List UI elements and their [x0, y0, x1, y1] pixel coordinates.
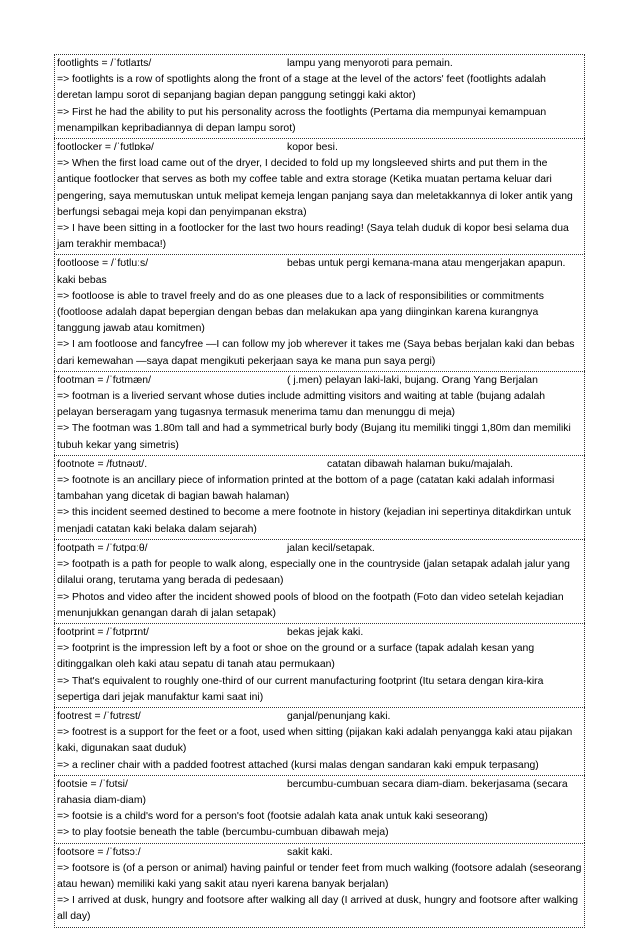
- entry-example: => I have been sitting in a footlocker for the last two hours reading! (Saya telah duduk di kopor besi selama dua jam terakhir membaca!): [57, 223, 569, 251]
- entry-head: [57, 845, 582, 861]
- dictionary-document: [54, 54, 585, 928]
- entry-footpath: [54, 539, 585, 623]
- entry-definition: => footpath is a path for people to walk along, especially one in the countryside (jalan setapak adalah jalur yang dilalui orang, terutama yang berada di pedesaan): [57, 559, 570, 587]
- entry-translation: catatan dibawah halaman buku/majalah.: [327, 458, 514, 470]
- entry-footnote: [54, 455, 585, 539]
- entry-footrest: [54, 707, 585, 775]
- entry-head: [57, 709, 582, 725]
- entry-term: footsie = /ˈfʊtsi/: [57, 778, 128, 790]
- entry-head: [57, 256, 582, 288]
- entry-head: [57, 541, 582, 557]
- entry-head: [57, 373, 582, 389]
- entry-footprint: [54, 623, 585, 707]
- entry-term: footlights = /ˈfʊtlaɪts/: [57, 58, 152, 69]
- entry-term: footloose = /ˈfʊtluːs/: [57, 258, 149, 270]
- entry-translation: bercumbu-cumbuan secara diam-diam. bekerjasama (secara rahasia diam-diam): [57, 778, 568, 806]
- entry-translation: ( j.men) pelayan laki-laki, bujang. Orang Yang Berjalan: [287, 374, 538, 386]
- entry-term: footpath = /ˈfʊtpɑːθ/: [57, 542, 148, 554]
- entry-term: footrest = /ˈfʊtrɛst/: [57, 710, 141, 722]
- entry-definition: => footsore is (of a person or animal) having painful or tender feet from much walking (footsore adalah (seseorang atau hewan) memiliki kaki yang sakit atau nyeri karena banyak berjalan): [57, 862, 582, 890]
- entry-term: footprint = /ˈfʊtprɪnt/: [57, 626, 149, 638]
- entry-term: footnote = /fʊtnəʊt/.: [57, 458, 148, 470]
- entry-term: footsore = /ˈfʊtsɔː/: [57, 846, 141, 858]
- entry-example: => a recliner chair with a padded footrest attached (kursi malas dengan sandaran kaki empuk terpasang): [57, 759, 539, 771]
- entry-definition: => footlights is a row of spotlights along the front of a stage at the level of the actors' feet (footlights adalah deretan lampu sorot di sepanjang bagian depan panggung setinggi kaki aktor): [57, 74, 546, 102]
- entry-definition: => footrest is a support for the feet or a foot, used when sitting (pijakan kaki adalah penyangga kaki atau pijakan kaki, digunakan saat duduk): [57, 727, 573, 755]
- entry-example: => this incident seemed destined to become a mere footnote in history (kejadian ini sepertinya ditakdirkan untuk menjadi catatan kaki belaka dalam sejarah): [57, 507, 572, 535]
- entry-example: => Photos and video after the incident showed pools of blood on the footpath (Foto dan video setelah kejadian menunjukkan genangan darah di jalan setapak): [57, 591, 564, 619]
- entry-example: => That's equivalent to roughly one-third of our current manufacturing footprint (Itu setara dengan kira-kira sepertiga dari jejak manufaktur kami saat ini): [57, 675, 544, 703]
- entry-footlocker: [54, 138, 585, 254]
- entry-term: footlocker = /ˈfʊtlɒkə/: [57, 142, 154, 154]
- entry-example: => to play footsie beneath the table (bercumbu-cumbuan dibawah meja): [57, 827, 389, 839]
- entry-translation: jalan kecil/setapak.: [287, 542, 375, 554]
- entry-translation: kopor besi.: [287, 142, 338, 154]
- entry-footloose: [54, 254, 585, 370]
- entry-footsie: [54, 775, 585, 843]
- entry-term: footman = /ˈfʊtmæn/: [57, 374, 151, 386]
- entry-example: => First he had the ability to put his personality across the footlights (Pertama dia mempunyai kemampuan menampilkan kepribadiannya di depan lampu sorot): [57, 106, 547, 134]
- entry-head: [57, 625, 582, 641]
- entry-head: [57, 457, 582, 473]
- entry-definition: => footnote is an ancillary piece of information printed at the bottom of a page (catatan kaki adalah informasi tambahan yang dicetak di bagian bawah halaman): [57, 475, 555, 503]
- entry-head: [57, 777, 582, 809]
- entry-translation: lampu yang menyoroti para pemain.: [287, 58, 453, 69]
- entry-definition: => footsie is a child's word for a person's foot (footsie adalah kata anak untuk kaki seseorang): [57, 811, 488, 823]
- entry-head: [57, 140, 582, 156]
- entry-definition: => When the first load came out of the dryer, I decided to fold up my longsleeved shirts and put them in the antique footlocker that serves as both my coffee table and extra storage (Ketika muatan pertama keluar dari pengering, saya memutuskan untuk melipat kemeja lengan panjang saya dan meletakkannya di loker antik yang berfungsi sebagai meja kopi dan penyimpanan ekstra): [57, 158, 573, 218]
- entry-translation: sakit kaki.: [287, 846, 333, 858]
- entry-example: => I am footloose and fancyfree —I can follow my job wherever it takes me (Saya bebas berjalan kaki dan bebas dari kemewahan —saya dapat mengikuti pekerjaan saya ke mana pun saya pergi): [57, 339, 575, 367]
- entry-definition: => footloose is able to travel freely and do as one pleases due to a lack of responsibilities or commitments (footloose adalah dapat bepergian dengan bebas dan melakukan apa yang diinginkan karena kurangnya tanggung jawab atau komitmen): [57, 290, 544, 335]
- entry-translation: bebas untuk pergi kemana-mana atau mengerjakan apapun. kaki bebas: [57, 258, 566, 286]
- entry-definition: => footman is a liveried servant whose duties include admitting visitors and waiting at table (bujang adalah pelayan berseragam yang tugasnya termasuk menerima tamu dan menunggu di meja): [57, 391, 546, 419]
- entry-footsore: [54, 843, 585, 928]
- entry-definition: => footprint is the impression left by a foot or shoe on the ground or a surface (tapak adalah kesan yang ditinggalkan oleh kaki atau sepatu di tanah atau permukaan): [57, 643, 535, 671]
- entry-footlights: [54, 54, 585, 138]
- entry-translation: ganjal/penunjang kaki.: [287, 710, 391, 722]
- entry-example: => I arrived at dusk, hungry and footsore after walking all day (I arrived at dusk, hungry and footsore after walking all day): [57, 895, 578, 923]
- entry-footman: [54, 371, 585, 455]
- entry-head: [57, 56, 582, 72]
- entry-translation: bekas jejak kaki.: [287, 626, 364, 638]
- entry-example: => The footman was 1.80m tall and had a symmetrical burly body (Bujang itu memiliki tinggi 1,80m dan memiliki tubuh kekar yang simetris): [57, 423, 571, 451]
